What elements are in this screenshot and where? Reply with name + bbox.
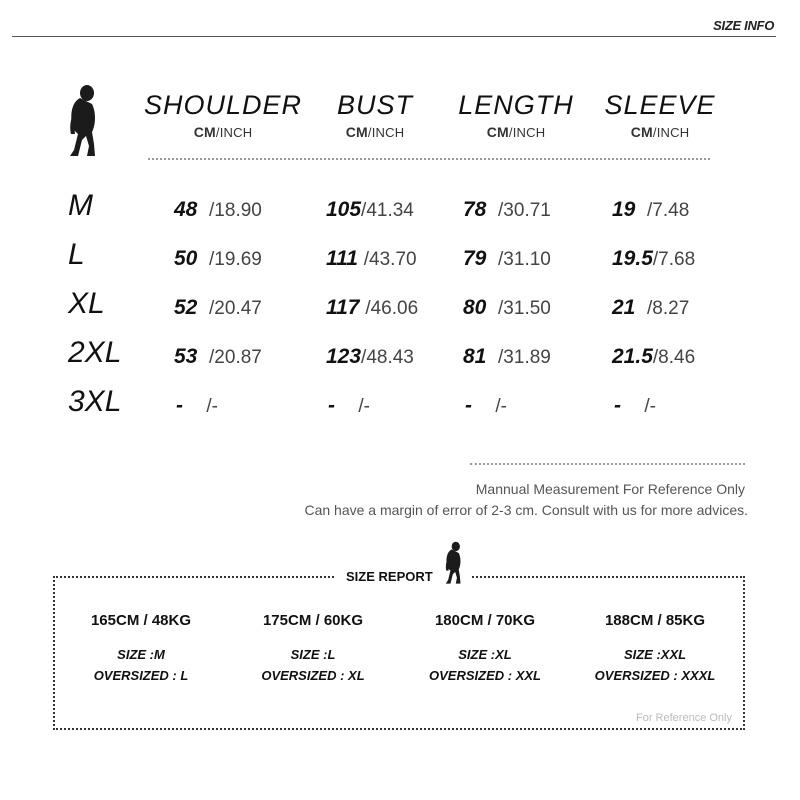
table-cell: 78 /30.71 (463, 198, 551, 221)
height-weight: 188CM / 85KG (604, 612, 706, 629)
oversized-size: OVERSIZED : L (93, 668, 189, 683)
report-item (400, 612, 570, 683)
table-cell: 21.5/8.46 (612, 345, 696, 368)
table-cell: 21 /8.27 (612, 296, 690, 319)
reference-note: Mannual Measurement For Reference Only (475, 481, 745, 497)
report-item (228, 612, 398, 683)
column-title: SHOULDER (143, 90, 303, 120)
report-item (56, 612, 226, 683)
column-title: SLEEVE (604, 90, 716, 120)
height-weight: 165CM / 48KG (90, 612, 192, 629)
table-cell: 52 /20.47 (174, 296, 262, 319)
table-cell: 19 /7.48 (612, 198, 690, 221)
size-label-xl: XL (68, 287, 105, 320)
recommended-size: SIZE :XL (458, 647, 512, 662)
page-title: SIZE INFO (713, 18, 774, 33)
ape-figure-icon (62, 84, 106, 158)
height-weight: 175CM / 60KG (262, 612, 364, 629)
oversized-size: OVERSIZED : XXL (429, 668, 541, 683)
table-cell: 117 /46.06 (326, 296, 419, 319)
size-label-l: L (68, 238, 85, 271)
column-header-sleeve (580, 88, 740, 140)
oversized-size: OVERSIZED : XL (261, 668, 365, 683)
top-divider (12, 36, 776, 37)
table-cell: - /- (176, 394, 218, 417)
table-cell: 111 /43.70 (326, 247, 417, 270)
table-cell: 79 /31.10 (463, 247, 551, 270)
table-cell: - /- (614, 394, 656, 417)
column-unit: CM/INCH (630, 124, 690, 140)
note-dotted-divider (470, 463, 745, 465)
column-header-shoulder (143, 88, 303, 140)
recommended-size: SIZE :M (117, 647, 165, 662)
table-cell: 48 /18.90 (174, 198, 262, 221)
report-title: SIZE REPORT (346, 569, 433, 584)
table-cell: 105/41.34 (326, 198, 414, 221)
column-unit: CM/INCH (486, 124, 546, 140)
table-cell: - /- (465, 394, 507, 417)
height-weight: 180CM / 70KG (434, 612, 536, 629)
column-unit: CM/INCH (345, 124, 405, 140)
size-label-m: M (68, 189, 93, 222)
recommended-size: SIZE :XXL (623, 647, 687, 662)
table-cell: 53 /20.87 (174, 345, 262, 368)
recommended-size: SIZE :L (290, 647, 336, 662)
table-cell: 81 /31.89 (463, 345, 551, 368)
reference-footnote: For Reference Only (636, 712, 732, 724)
ape-figure-icon (441, 541, 467, 585)
table-cell: 80 /31.50 (463, 296, 551, 319)
table-cell: 50 /19.69 (174, 247, 262, 270)
report-item (570, 612, 740, 683)
oversized-size: OVERSIZED : XXXL (594, 668, 716, 683)
margin-note: Can have a margin of error of 2-3 cm. Consult with us for more advices. (304, 502, 748, 518)
column-unit: CM/INCH (193, 124, 253, 140)
size-label-3xl: 3XL (68, 385, 122, 418)
column-header-length (436, 88, 596, 140)
table-cell: - /- (328, 394, 370, 417)
table-cell: 19.5/7.68 (612, 247, 696, 270)
header-dotted-divider (148, 158, 710, 160)
column-header-bust (295, 88, 455, 140)
column-title: BUST (336, 90, 413, 120)
table-cell: 123/48.43 (326, 345, 414, 368)
column-title: LENGTH (458, 90, 574, 120)
size-label-2xl: 2XL (68, 336, 122, 369)
